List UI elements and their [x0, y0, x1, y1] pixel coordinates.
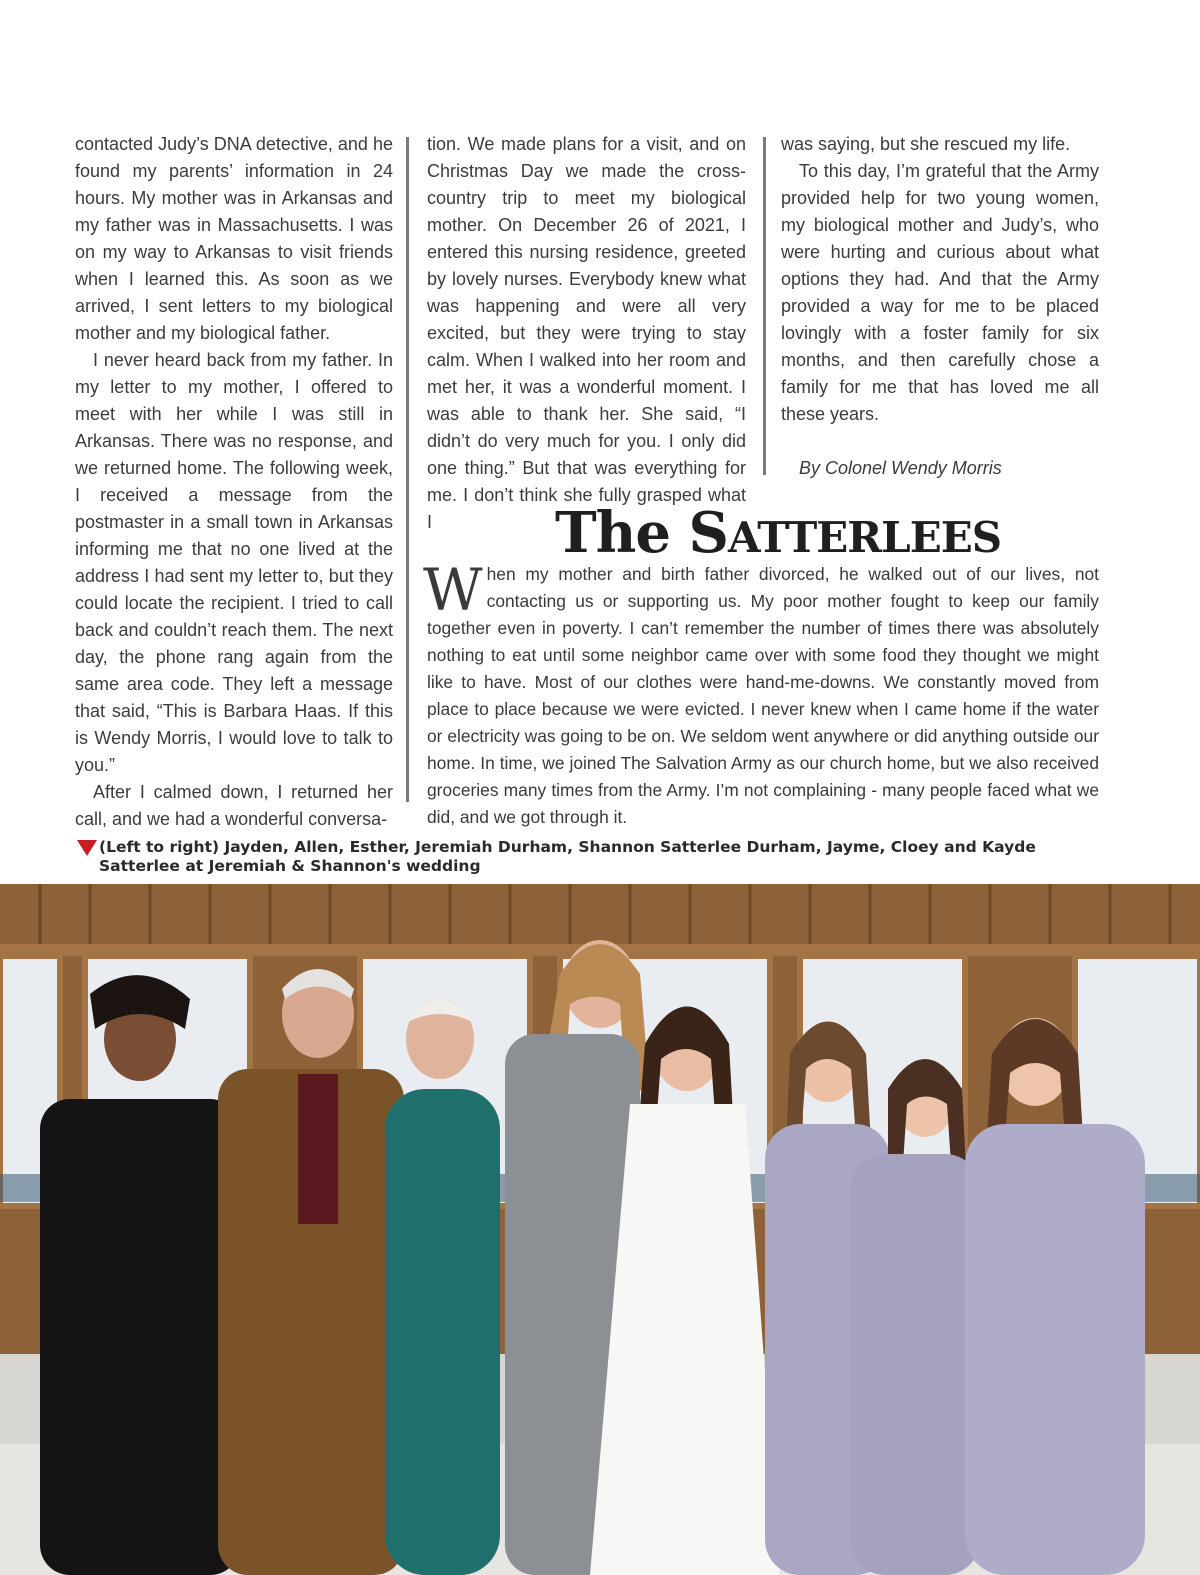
paragraph: tion. We made plans for a visit, and on Christmas Day we made the cross-country trip to meet my biological mother. On December 26 of 2021, I entered this nursing residence, greeted by lovely nurses. Everybody knew what was happening and were all very excited, but they were trying to stay calm. When I walked into her room and met her, it was a wonderful moment. I was able to thank her. She said, “I didn’t do very much for you. I only did one thing.” But that was everything for me. I don’t think she fully grasped what I [427, 134, 746, 532]
caption-text: (Left to right) Jayden, Allen, Esther, Jeremiah Durham, Shannon Satterlee Durham, Jayme, Cloey and Kayde Satterlee at Jeremiah & Shannon's wedding [99, 838, 1036, 875]
column-divider [763, 137, 766, 475]
article-column-1 [75, 131, 393, 833]
paragraph: After I calmed down, I returned her call, and we had a wonderful conversa- [75, 782, 393, 829]
article-column-3 [781, 131, 1099, 482]
drop-cap: W [423, 556, 483, 624]
column-divider [406, 137, 409, 802]
photo-caption [77, 838, 1107, 876]
wedding-group-photo [0, 884, 1200, 1575]
caption-arrow-icon [77, 840, 97, 856]
paragraph: was saying, but she rescued my life. [781, 134, 1071, 154]
section-title-rest: ATTERLEES [727, 513, 1002, 562]
article-column-2 [427, 131, 746, 536]
section-title-initial: S [688, 500, 728, 566]
byline: By Colonel Wendy Morris [799, 458, 1002, 478]
story-paragraph [423, 556, 1099, 831]
story-text: hen my mother and birth father divorced, he walked out of our lives, not contacting us or supporting us. My poor mother fought to keep our family together even in poverty. I can’t remember the number of times there was absolutely nothing to eat until some neighbor came over with some food they thought we might like to have. Most of our clothes were hand-me-downs. We constantly moved from place to place because we were evicted. I never knew when I came home if the water or electricity was going to be on. We seldom went anywhere or did anything outside our home. In time, we joined The Salvation Army as our church home, but we also received groceries many times from the Army. I’m not complaining - many people faced what we did, and we got through it. [427, 564, 1099, 827]
paragraph: To this day, I’m grateful that the Army provided help for two young women, my biological mother and Judy’s, who were hurting and curious about what options they had. And that the Army provided a way for me to be placed lovingly with a foster family for six months, and then carefully chose a family for me that has loved me all these years. [781, 161, 1099, 424]
paragraph: contacted Judy’s DNA detective, and he found my parents’ information in 24 hours. My mother was in Arkansas and my father was in Massachusetts. I was on my way to Arkansas to visit friends when I learned this. As soon as we arrived, I sent letters to my biological mother and my biological father. [75, 134, 393, 343]
paragraph: I never heard back from my father. In my letter to my mother, I offered to meet with her while I was still in Arkansas. There was no response, and we returned home. The following week, I received a message from the postmaster in a small town in Arkansas informing me that no one lived at the address I had sent my letter to, but they could locate the recipient. I tried to call back and couldn’t reach them. The next day, the phone rang again from the same area code. They left a message that said, “This is Barbara Haas. If this is Wendy Morris, I would love to talk to you.” [75, 350, 393, 775]
section-title-the: The [555, 500, 671, 566]
